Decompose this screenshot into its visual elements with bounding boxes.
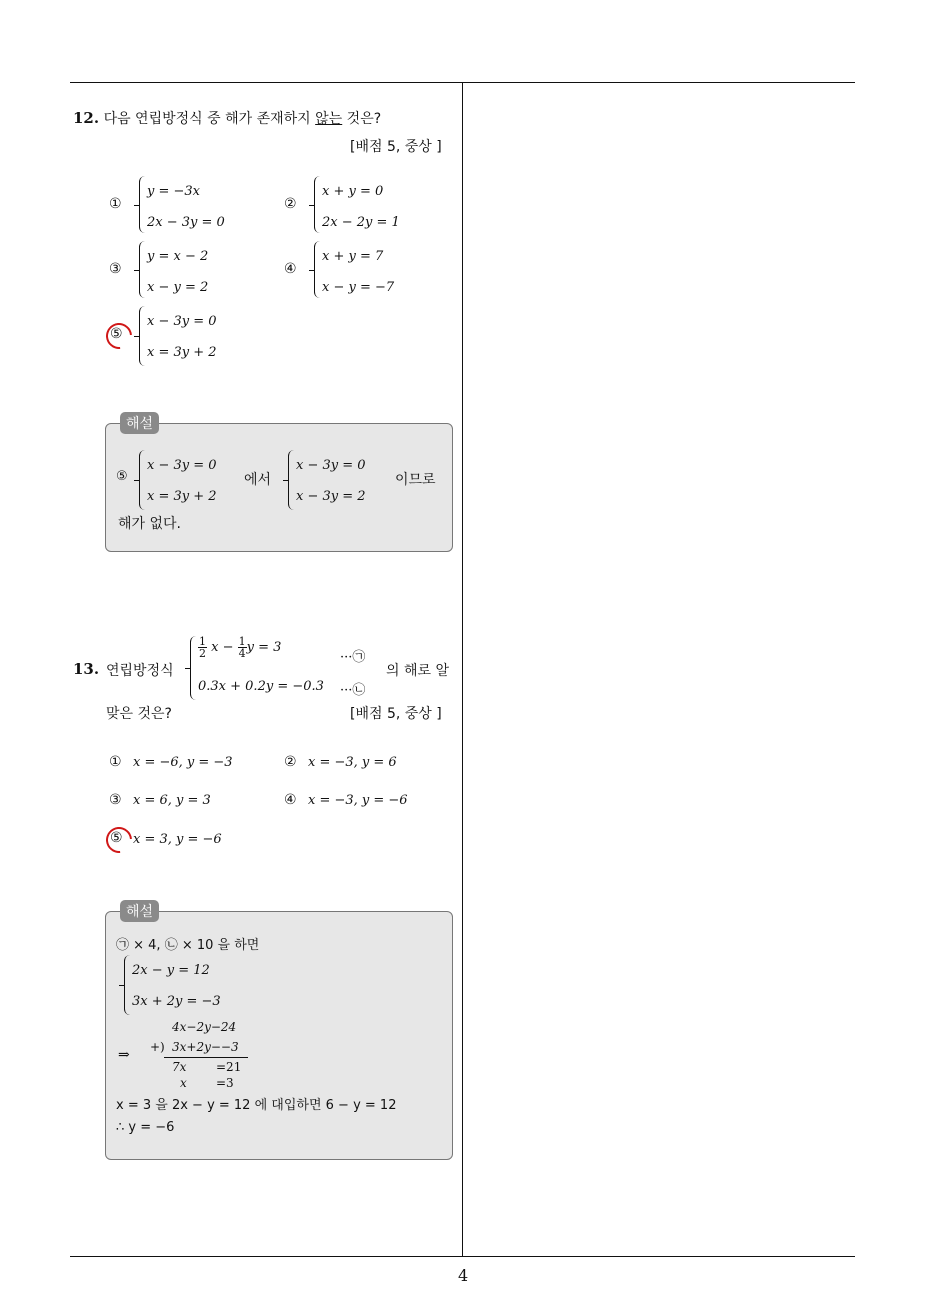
question-number: 13.	[73, 660, 100, 678]
calc-row: 7x	[172, 1060, 187, 1074]
option-text: x = −3, y = 6	[308, 755, 397, 770]
question-meta: [배점 5, 중상 ]	[350, 139, 442, 155]
option-text: x = −3, y = −6	[308, 793, 408, 808]
question-prompt-line2: 맞은 것은?	[106, 706, 172, 722]
fraction: $\frac{1}{4}$	[238, 635, 246, 660]
option-marker: ③	[109, 792, 122, 808]
solution-line: x = 3 을 2x − y = 12 에 대입하면 6 − y = 12	[116, 1098, 397, 1113]
equation-2: 0.3x + 0.2y = −0.3	[198, 679, 324, 694]
page-number: 4	[458, 1266, 469, 1285]
equation: x = 3y + 2	[147, 345, 217, 360]
question-12-header	[73, 108, 381, 128]
option-marker: ③	[109, 261, 122, 277]
equation: x + y = 7	[322, 249, 384, 264]
column-divider	[462, 82, 463, 1257]
option-marker: ④	[284, 261, 297, 277]
equation: x − y = −7	[322, 280, 395, 295]
question-prompt-cont: 의 해로 알	[386, 663, 449, 679]
solution-text: 이므로	[395, 472, 436, 488]
option-marker: ①	[109, 754, 122, 770]
calc-row: x	[180, 1076, 187, 1090]
solution-box	[105, 904, 453, 1160]
question-meta: [배점 5, 중상 ]	[350, 706, 442, 722]
equation: 2x − y = 12	[132, 963, 210, 978]
solution-text: 에서	[244, 472, 272, 488]
equation: y = −3x	[147, 184, 200, 199]
equation: 2x − 2y = 1	[322, 215, 400, 230]
option-marker: ⑤	[110, 326, 123, 342]
option-text: x = 6, y = 3	[133, 793, 211, 808]
equation: x = 3y + 2	[147, 489, 217, 504]
option-marker: ⑤	[110, 830, 123, 846]
equation: x − 3y = 0	[147, 458, 217, 473]
implies-icon: ⇒	[118, 1047, 130, 1063]
calc-row: =21	[216, 1060, 242, 1074]
equation: x − 3y = 2	[296, 489, 366, 504]
question-prompt: 연립방정식	[106, 663, 174, 679]
calc-row: 4x−2y−24	[172, 1020, 237, 1034]
fraction: $\frac{1}{2}$	[199, 635, 206, 660]
solution-tag: 해설	[120, 412, 159, 434]
solution-line: ㉠ × 4, ㉡ × 10 을 하면	[116, 938, 260, 953]
solution-tag: 해설	[120, 900, 159, 922]
option-marker: ②	[284, 754, 297, 770]
equation: y = x − 2	[147, 249, 209, 264]
equation-1: $\frac{1}{2}$ x − $\frac{1}{4}$ y = 3	[199, 635, 282, 660]
equation: x − y = 2	[147, 280, 209, 295]
option-text: x = 3, y = −6	[133, 832, 222, 847]
equation: x + y = 0	[322, 184, 384, 199]
bottom-rule	[70, 1256, 855, 1257]
option-marker: ①	[109, 196, 122, 212]
equation: x − 3y = 0	[296, 458, 366, 473]
calc-row: =3	[216, 1076, 234, 1090]
equation: x − 3y = 0	[147, 314, 217, 329]
equation: 3x + 2y = −3	[132, 994, 221, 1009]
option-marker: ④	[284, 792, 297, 808]
solution-box	[105, 416, 453, 552]
calc-operator: +)	[150, 1040, 165, 1054]
solution-marker: ⑤	[116, 469, 128, 484]
calc-row: 3x+2y−−3	[172, 1040, 239, 1054]
option-marker: ②	[284, 196, 297, 212]
solution-conclusion: 해가 없다.	[118, 516, 181, 532]
question-prompt: 다음 연립방정식 중 해가 존재하지 않는 것은?	[103, 111, 382, 127]
question-number: 12.	[73, 109, 100, 127]
calc-underline	[164, 1057, 248, 1058]
equation-tag: ···㉠	[340, 650, 366, 665]
solution-line: ∴ y = −6	[116, 1120, 175, 1135]
equation-tag: ···㉡	[340, 683, 366, 698]
option-text: x = −6, y = −3	[133, 755, 233, 770]
equation: 2x − 3y = 0	[147, 215, 225, 230]
